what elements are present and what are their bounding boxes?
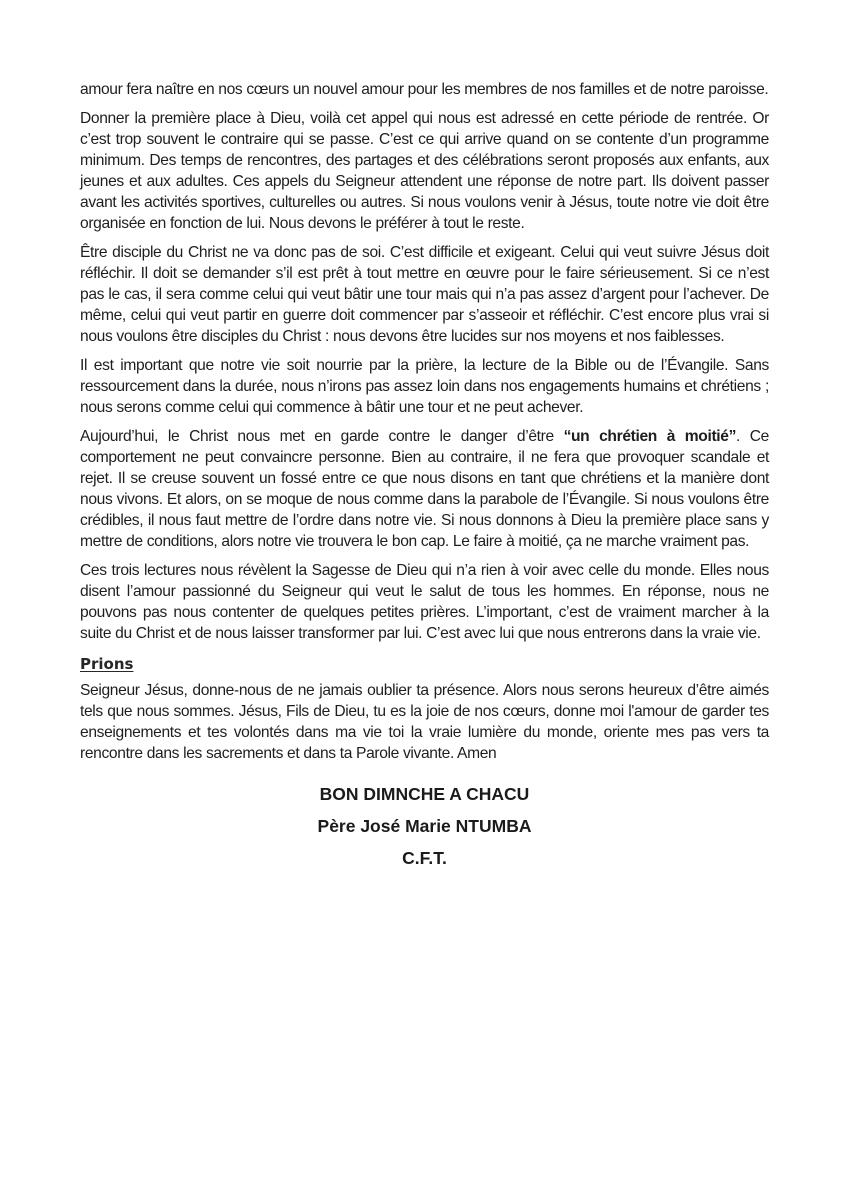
- paragraph-three-readings: Ces trois lectures nous révèlent la Sagesse de Dieu qui n’a rien à voir avec celle du monde. Elles nous disent l’amour passionné du Seigneur qui veut le salut de tous les hommes. En réponse, nous ne pouvons pas nous contenter de quelques petites prières. L’important, c’est de vraiment marcher à la suite du Christ et de nous laisser transformer par lui. C’est avec lui que nous entrerons dans la vraie vie.: [80, 562, 769, 642]
- paragraph-text-before: Aujourd’hui, le Christ nous met en garde contre le danger d’être: [80, 428, 564, 445]
- bold-quote: “un chrétien à moitié”: [563, 428, 737, 445]
- paragraph-text-after: . Ce comportement ne peut convaincre personne. Bien au contraire, il ne fera que provoquer scandale et rejet. Il se creuse souvent un fossé entre ce que nous disons en tant que chrétiens et la manière dont nous vivons. Et alors, on se moque de nous comme dans la parabole de l’Évangile. Si nous voulons être crédibles, il nous faut mettre de l’ordre dans notre vie. Si nous donnons à Dieu la première place sans y mettre de conditions, alors notre vie trouvera le bon cap. Le faire à moitié, ça ne marche vraiment pas.: [80, 428, 770, 550]
- closing-affiliation: C.F.T.: [402, 848, 447, 868]
- prayer-text: Seigneur Jésus, donne-nous de ne jamais oublier ta présence. Alors nous serons heureux d’être aimés tels que nous sommes. Jésus, Fils de Dieu, tu es la joie de nos cœurs, donne moi l'amour de garder tes enseignements et tes volontés dans ma vie toi la vraie lumière du monde, oriente mes pas vers ta rencontre dans les sacrements et dans ta Parole vivante. Amen: [80, 682, 769, 762]
- paragraph-intro-continuation: amour fera naître en nos cœurs un nouvel amour pour les membres de nos familles et de notre paroisse.: [80, 81, 769, 98]
- closing-greeting: BON DIMNCHE A CHACU: [319, 784, 530, 804]
- document-page: [80, 79, 769, 874]
- paragraph-being-disciple: Être disciple du Christ ne va donc pas de soi. C’est difficile et exigeant. Celui qui veut suivre Jésus doit réfléchir. Il doit se demander s’il est prêt à tout mettre en œuvre pour le faire sérieusement. Si ce n’est pas le cas, il sera comme celui qui veut bâtir une tour mais qui n’a pas assez d’argent pour l’achever. De même, celui qui veut partir en guerre doit commencer par s’asseoir et réfléchir. C’est encore plus vrai si nous voulons être disciples du Christ : nous devons être lucides sur nos moyens et nos faiblesses.: [80, 244, 769, 345]
- closing-author: Père José Marie NTUMBA: [317, 816, 532, 836]
- paragraph-prayer-importance: Il est important que notre vie soit nourrie par la prière, la lecture de la Bible ou de l’Évangile. Sans ressourcement dans la durée, nous n’irons pas assez loin dans nos engagements humains et chrétiens ; nous serons comme celui qui commence à bâtir une tour et ne peut achever.: [80, 357, 769, 416]
- paragraph-half-christian: [80, 426, 769, 552]
- closing-block: [80, 778, 769, 874]
- paragraph-first-place-to-god: Donner la première place à Dieu, voilà cet appel qui nous est adressé en cette période de rentrée. Or c’est trop souvent le contraire qui se passe. C’est ce qui arrive quand on se contente d’un programme minimum. Des temps de rencontres, des partages et des célébrations seront proposés aux enfants, aux jeunes et aux adultes. Ces appels du Seigneur attendent une réponse de notre part. Ils doivent passer avant les activités sportives, culturelles ou autres. Si nous voulons venir à Jésus, toute notre vie doit être organisée en fonction de lui. Nous devons le préférer à tout le reste.: [80, 110, 769, 232]
- prayer-heading: Prions: [80, 655, 134, 673]
